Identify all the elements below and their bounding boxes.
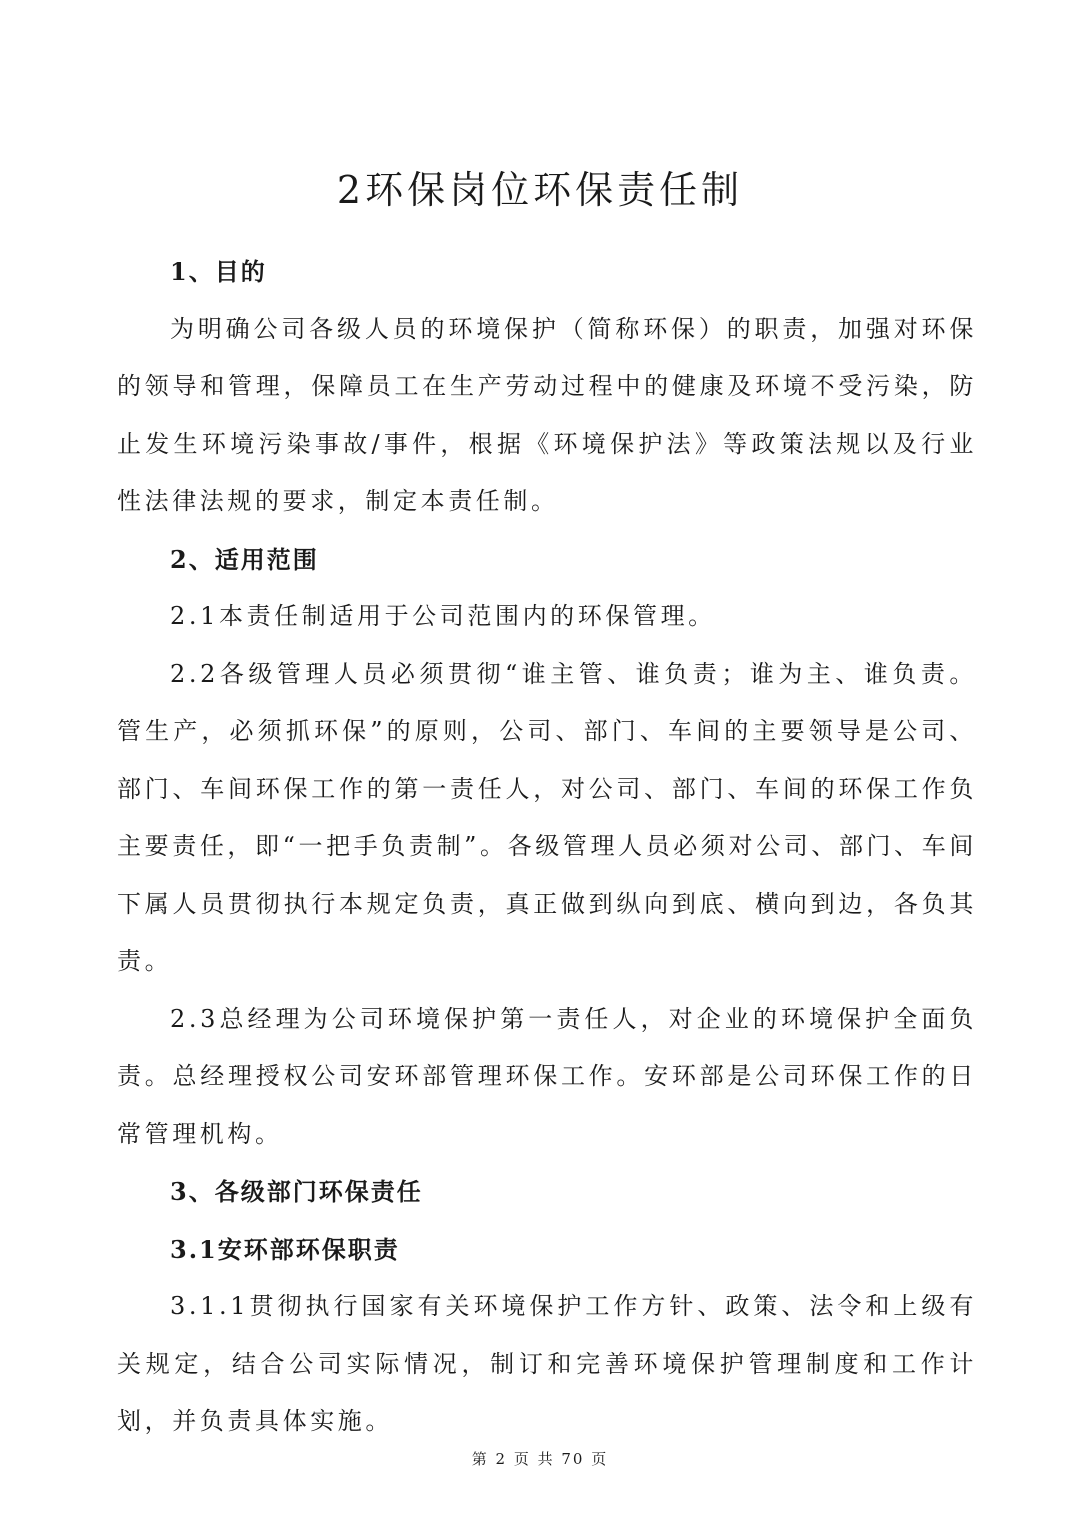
- document-body: [117, 243, 977, 1451]
- paragraph-2-1: 2.1本责任制适用于公司范围内的环保管理。: [170, 602, 716, 630]
- page-title: 2环保岗位环保责任制: [336, 168, 744, 212]
- subsection-heading-3-1: 3.1安环部环保职责: [170, 1234, 400, 1264]
- paragraph-2-2: 2.2各级管理人员必须贯彻“谁主管、谁负责；谁为主、谁负责。管生产，必须抓环保”的原则，公司、部门、车间的主要领导是公司、部门、车间环保工作的第一责任人，对公司、部门、车间的环保工作负主要责任，即“一把手负责制”。各级管理人员必须对公司、部门、车间下属人员贯彻执行本规定负责，真正做到纵向到底、横向到边，各负其责。: [117, 659, 977, 975]
- paragraph-purpose: 为明确公司各级人员的环境保护（简称环保）的职责，加强对环保的领导和管理，保障员工在生产劳动过程中的健康及环境不受污染，防止发生环境污染事故/事件，根据《环境保护法》等政策法规以及行业性法律法规的要求，制定本责任制。: [117, 314, 977, 515]
- section-heading-responsibilities: 3、各级部门环保责任: [170, 1177, 423, 1206]
- section-heading-scope: 2、适用范围: [170, 544, 319, 574]
- paragraph-2-3: 2.3总经理为公司环境保护第一责任人，对企业的环境保护全面负责。总经理授权公司安环部管理环保工作。安环部是公司环保工作的日常管理机构。: [117, 1004, 977, 1148]
- paragraph-3-1-1: 3.1.1贯彻执行国家有关环境保护工作方针、政策、法令和上级有关规定，结合公司实际情况，制订和完善环境保护管理制度和工作计划，并负责具体实施。: [117, 1292, 977, 1435]
- page-footer: 第 2 页 共 70 页: [471, 1450, 609, 1468]
- section-heading-purpose: 1、目的: [170, 257, 267, 286]
